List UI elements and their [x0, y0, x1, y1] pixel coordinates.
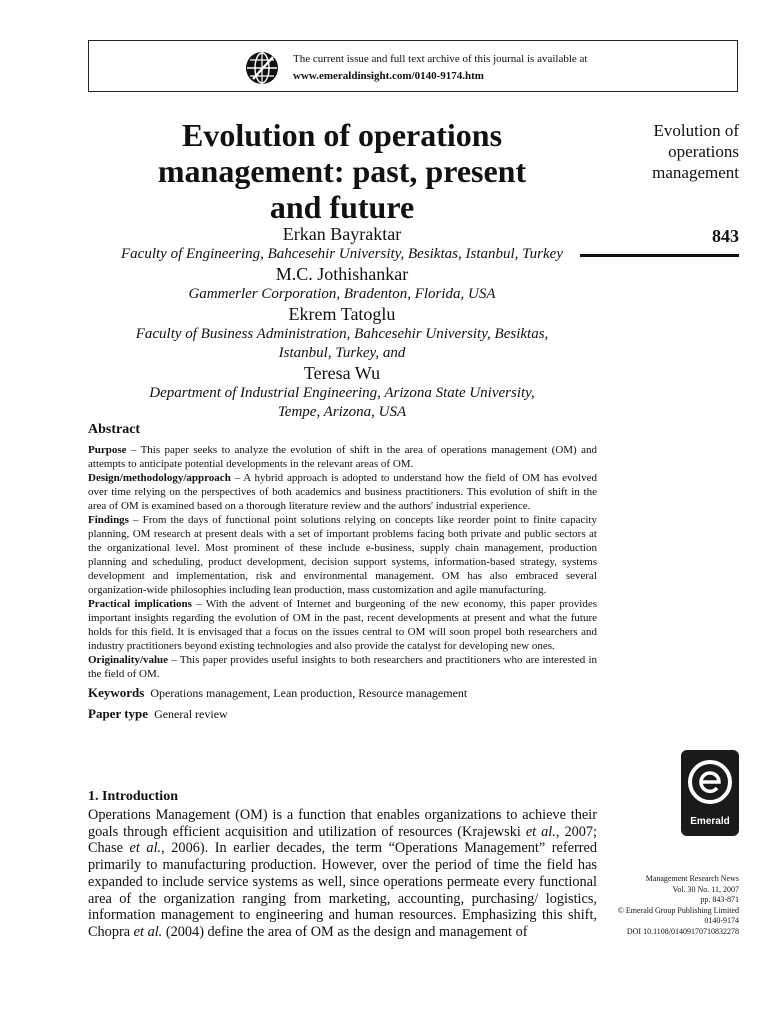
author-affiliation: Tempe, Arizona, USA — [277, 404, 407, 420]
abstract-purpose: Purpose – This paper seeks to analyze the evolution of shift in the area of operations management (OM) and attempts to anticipate potential developments in the relevant areas of OM. — [88, 444, 597, 470]
author-name: Teresa Wu — [303, 363, 381, 383]
author-affiliation: Department of Industrial Engineering, Arizona State University, — [149, 385, 535, 401]
introduction-section — [88, 788, 597, 941]
author-name: Ekrem Tatoglu — [288, 304, 396, 324]
author-affiliation: Gammerler Corporation, Bradenton, Florida, USA — [188, 286, 496, 302]
abstract-practical: Practical implications – With the advent of Internet and burgeoning of the new economy, this paper provides important insights regarding the evolution of OM in the past, recent developments at present and what the future holds for this field. It is envisaged that a focus on the issues central to OM will soon propel both researchers and industry practitioners beyond existing technologies and also provide the catalyst for developing new ones. — [88, 598, 597, 652]
abstract-findings: Findings – From the days of functional point solutions relying on concepts like reorder point to finite capacity planning, OM research at present deals with a set of important problems facing both private and public sectors at the organizational level. Most prominent of these include e-business, supply chain management, production planning and scheduling, product development, decision support systems, information-based strategy, systems development and implementation, risk and environmental management. OM has also embraced several organization-wide philosophies including lean production, mass customization and agile manufacturing. — [88, 514, 597, 596]
page-number: 843 — [712, 226, 739, 246]
abstract-heading: Abstract — [88, 422, 141, 437]
author-list — [88, 224, 596, 422]
emerald-logo: Emerald — [681, 750, 739, 836]
paper-title: Evolution of operations management: past, present and future — [157, 117, 527, 225]
abstract — [88, 423, 597, 723]
paper-type: Paper type General review — [88, 706, 228, 721]
journal-url-link[interactable]: www.emeraldinsight.com/0140-9174.htm — [293, 70, 484, 82]
running-title: Evolution of operations management — [652, 121, 739, 182]
author-name: Erkan Bayraktar — [282, 224, 402, 244]
abstract-design: Design/methodology/approach – A hybrid approach is adopted to understand how the field of OM has evolved over time relying on the perspectives of both academics and business practitioners. This evolution of shift in the area of OM is examined based on a thorough literature review and the authors' industrial experience. — [88, 472, 597, 512]
author-name: M.C. Jothishankar — [275, 264, 409, 284]
divider — [580, 254, 739, 257]
emerald-swirl-icon — [681, 750, 739, 816]
author-affiliation: Faculty of Business Administration, Bahcesehir University, Besiktas, — [135, 326, 549, 342]
banner-text: The current issue and full text archive of this journal is available at — [293, 53, 588, 65]
section-heading: 1. Introduction — [88, 789, 178, 804]
author-affiliation: Istanbul, Turkey, and — [278, 345, 406, 361]
journal-banner — [88, 40, 738, 92]
globe-icon — [245, 51, 279, 85]
keywords: Keywords Operations management, Lean production, Resource management — [88, 685, 468, 700]
body-paragraph: Operations Management (OM) is a function that enables organizations to achieve their goals through efficient acquisition and utilization of resources (Krajewski et al., 2007; Chase et al., 2006). In earlier decades, the term “Operations Management” referred primarily to manufacturing production. However, over the period of time the field has expanded to include service systems as well, since operations permeate every functional area of the organization ranging from marketing, accounting, purchasing/ logistics, information management to engineering and human resources. Emphasizing this shift, Chopra et al. (2004) define the area of OM as the design and management of — [88, 807, 598, 940]
publication-info: Management Research News Vol. 30 No. 11, 2007 pp. 843-871 © Emerald Group Publishing Limited 0140-9174 DOI 10.1108/01409170710832278 — [617, 874, 739, 936]
abstract-originality: Originality/value – This paper provides useful insights to both researchers and practitioners who are interested in the field of OM. — [88, 654, 597, 680]
author-affiliation: Faculty of Engineering, Bahcesehir University, Besiktas, Istanbul, Turkey — [121, 246, 563, 262]
